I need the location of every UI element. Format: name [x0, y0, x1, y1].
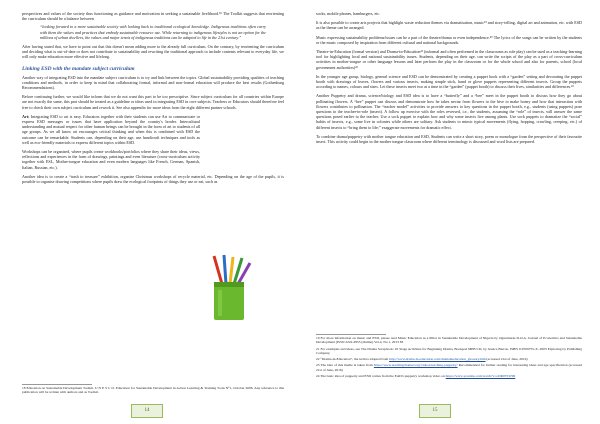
pencil-cup-illustration: [200, 254, 258, 322]
footnote: 21 For examples and ideas, see The Drama Scrapbook: 45 Stage Activities for Beginning Drama, Bookpod MPB CD, by Jessica Barron. ISBN 0-9709755-X. 2003 Exploring by Publishing Company.: [316, 346, 582, 355]
paragraph: Another Puppetry and drama, science/biology and ESD idea is to have a “butterfly” and a “bee” meet in the puppet booth to discuss how they go about pollinating flowers. A “bee” puppet can discuss and demonstrate how he takes nectar from flowers to the hive to make honey and how that interaction with flowers contributes to pollination. The “teacher model” activities to provide answers to key questions in the puppet booth, e.g., students (using puppets) pose questions to the teacher-in-role (insect). A follow up exercise with the roles reversed, i.e., the students, assuming the “role” of insects, will answer the same questions posed earlier to the teacher. Use a sock puppet to explain how and why some insects live among plants. Use sock puppets to dramatize the “social” habits of insects, e.g., some live in colonies while others are solitary. Ask students to mimic typical movements (flying, hopping, crawling, creeping, etc.) of different insects to “bring them to life;” exaggerate movements for dramatic effect.: [316, 93, 582, 130]
paragraph: After having stated that, we have to point out that this doesn't mean adding more to the already full curriculum. On the contrary, by reorienting the curriculum and deciding what is out-of-date or does not contribute to sustainability and rewriting the traditional approach to include contents relevant to everyday life, we will only make education more effective and lifelong.: [22, 44, 284, 60]
art-label: Art:: [22, 113, 30, 119]
footnote-link[interactable]: http://www.drama-in-education.com/dramaineducation_glossary.htm: [389, 357, 486, 362]
footnote-link[interactable]: https://www.teachingchannel.org/videos/teaching-puppetry/: [373, 363, 458, 368]
left-footnotes: [22, 386, 284, 395]
right-column: [316, 11, 582, 144]
footnote-rule: [316, 334, 386, 335]
footnote-note: Recommended for further reading for interesting ideas and age specification (accessed 21st of June, 2016): [316, 363, 583, 372]
paragraph: Before continuing further, we would like inform that we do not want this part to be too prescriptive. Since subject curriculum for all countries within Europe are not exactly the same, this part should be treated as a guideline or ideas used in integrating ESD in core subjects. Teachers or Educators should therefore feel free to check their own subject curriculum and rework it. See also appendix for more ideas from the eight different partner schools.: [22, 94, 284, 110]
footnote: [316, 363, 582, 372]
footnote-note: (accessed 21st of June, 2016): [486, 357, 528, 362]
left-column: [22, 11, 284, 184]
footnote: [316, 374, 582, 378]
footnote: 19 For more information on music and ESD, please read Music Education as a Pillar in Sustainable Development of Nigeria by Ogunrinade D.O.A. Journal of Economics and Sustainable Development (ISSN 2222-2855 (Online) Vol.4, No.1, 2013 83: [316, 336, 582, 345]
art-text: Integrating ESD to art is easy. Educators together with their students can use Art to communicate or express ESD messages or issues that have application beyond the country's border. Intercultural understanding and mutual respect for other human beings can be brought in the form of art to students of all age groups. As we all know art encourages critical thinking and when this is combined with ESD the outcome can be remarkable. Students can, depending on their age, use handicraft techniques and tools as well as eco-friendly materials to express different topics within ESD.: [22, 113, 200, 145]
right-footnotes: [316, 336, 582, 378]
page-number: 14: [131, 404, 163, 418]
footnote-text: 22 “Drama-in-Education”, the term is adapted from: [316, 357, 389, 362]
right-page: [300, 0, 600, 424]
block-quote: “looking forward to a more sustainable society with looking back to traditional ecological knowledge. Indigenous traditions often carry with them the values and practices that embody sustainable resource use. While returning to indigenous lifestyles is not an option for the millions of urban dwellers, the values and major tenets of indigenous traditions can be adapted to life in the 21st century.”: [40, 24, 266, 40]
paragraph: socks, mobile phones, hamburgers, etc.: [316, 11, 381, 16]
section-heading: Linking ESD with the mandate subject curriculum: [22, 65, 135, 72]
paragraph: perspectives and values of the society thus functioning as guidance and motivation in seeking a sustainable livelihood.¹⁸ The Toolkit suggests that reorienting the curriculum should be a balance between: [22, 11, 284, 22]
paragraph: It is also possible to create arts projects that highlight waste reduction themes via dramatisation, music¹⁹ and story-telling, digital art and animation, etc. with ESD as the theme can be arranged.: [316, 20, 582, 31]
footnote: 18 Education on Sustainable Development Toolkit. U N E S C O. Education for Sustainable Development in Action Learning & Training Tools N°1, October 2006. Any reference to this publication will be written with authors and as Toolkit.: [22, 386, 284, 395]
paragraph: Another way of integrating ESD into the mandate subject curriculum is to try and link between the topics. Global sustainability providing qualities of teaching conditions and methods, in order to keep in mind that collaborating formal, informal and non-formal education will produce the best results (Gothenburg Recommendations).: [22, 74, 284, 91]
paragraph: Workshops can be organised, where pupils create workbooks/portfolios where they share their ideas, views, reflections and experiences in the form of drawings, paintings and even literature (cross-curriculum activity together with ESL, Mother-tongue education and even modern languages like French, German, Spanish, Italian, Russian, etc.).: [22, 149, 200, 170]
art-paragraph: [22, 114, 200, 145]
page-number: 15: [419, 404, 451, 418]
paragraph: Music expressing sustainability problems/issues can be a part of the theatre/drama or even independence.²⁰ The lyrics of the songs can be written by the students or the music composed by inspiration from different cultural and national backgrounds.: [316, 34, 582, 45]
footnote-text: 24 The basic idea of puppetry and ESD comes from the EAD's puppetry workshop video on: [316, 374, 445, 379]
paragraph: Theatre-in-Education (formal version) and Drama-in-Education²¹ (informal and often performed in the classrooms as role play) can be used as a teaching-learning tool for highlighting local and national sustainability issues. Students, depending on their age, can write the scripts of the play as a part of cross-curriculum activities in mother-tongue or other language lessons and later perform the play in the classroom or for the whole school and also for parents, school (local government authorities)²²: [316, 49, 582, 70]
paragraph: To combine drama/puppetry with mother tongue education and ESD, Students can write a short story, poem or monologue from the perspective of their favourite insect. This activity could begin in the mother tongue classroom where different terminology is discussed and word lists are prepared.: [316, 133, 582, 145]
footnote-rule: [22, 384, 92, 385]
footnote-link[interactable]: https://www.youtube.com/watch?v=oDRJESW96: [445, 374, 516, 379]
footnote-text: 23 The idea of this theme is taken from: [316, 363, 373, 368]
paragraph: Another idea is to create a “trash to treasure” exhibition, organise Christmas workshops of recycle material, etc. Depending on the age of the pupils, it is possible to organise drawing competitions where pupils draw the ecological footprints of things they use or eat, such as: [22, 173, 284, 185]
paragraph: In the younger age group, biology, general science and ESD can be demonstrated by creating a puppet book with a “garden” setting and decorating the puppet booth with drawings of leaves, flowers and various insects, making simple stick, hand or glove puppets representing different insects. Group the puppets according to names, colours and sizes. Let these insects meet two at a time in the “garden” (puppet booth) to discuss their lives, similarities and differences.²³: [316, 73, 582, 90]
